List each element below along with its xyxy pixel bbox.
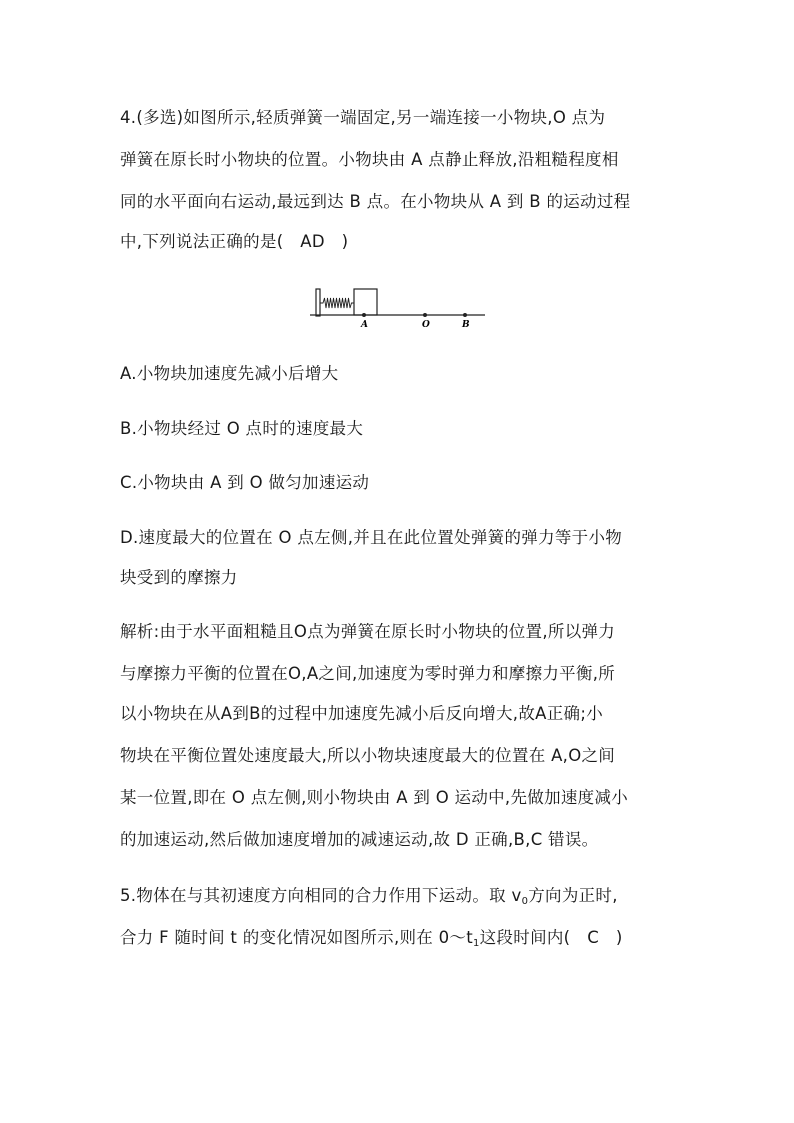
- label-b: B: [462, 320, 470, 330]
- label-o: O: [422, 320, 430, 330]
- spring-block-diagram: [308, 283, 488, 331]
- q4-analysis-line-2: 与摩擦力平衡的位置在O,A之间,加速度为零时弹力和摩擦力平衡,所: [120, 664, 616, 683]
- spring-block-figure: [308, 283, 488, 331]
- q5-line2-text: 合力 F 随时间 t 的变化情况如图所示,则在 0～t: [120, 928, 473, 947]
- wall: [316, 289, 320, 316]
- q4-stem-line-2: 弹簧在原长时小物块的位置。小物块由 A 点静止释放,沿粗糙程度相: [120, 150, 619, 169]
- point-a: [362, 313, 366, 317]
- q4-stem-line-1: 4.(多选)如图所示,轻质弹簧一端固定,另一端连接一小物块,O 点为: [120, 108, 606, 127]
- spring: [320, 298, 354, 308]
- q4-analysis-line-1: 解析:由于水平面粗糙且O点为弹簧在原长时小物块的位置,所以弹力: [120, 622, 616, 641]
- q5-line1-text: 5.物体在与其初速度方向相同的合力作用下运动。取 v: [120, 886, 522, 905]
- q5-line1-text-end: 方向为正时,: [528, 886, 618, 905]
- point-b: [463, 313, 467, 317]
- q4-option-d-line-1: D.速度最大的位置在 O 点左侧,并且在此位置处弹簧的弹力等于小物: [120, 528, 623, 547]
- q4-stem-line-4: 中,下列说法正确的是( AD ): [120, 232, 349, 251]
- q4-analysis-line-5: 某一位置,即在 O 点左侧,则小物块由 A 到 O 运动中,先做加速度减小: [120, 788, 629, 807]
- q5-line2-subscript: 1: [473, 938, 480, 949]
- q4-analysis-line-6: 的加速运动,然后做加速度增加的减速运动,故 D 正确,B,C 错误。: [120, 830, 599, 849]
- point-o: [423, 313, 427, 317]
- q5-stem-line-1: [120, 884, 690, 908]
- q4-analysis-line-3: 以小物块在从A到B的过程中加速度先减小后反向增大,故A正确;小: [120, 704, 603, 723]
- q5-line1-subscript: 0: [521, 896, 529, 907]
- q4-option-c: C.小物块由 A 到 O 做匀加速运动: [120, 473, 370, 492]
- q4-option-a: A.小物块加速度先减小后增大: [120, 364, 339, 383]
- q4-option-b: B.小物块经过 O 点时的速度最大: [120, 419, 364, 438]
- q4-option-d-line-2: 块受到的摩擦力: [120, 568, 238, 587]
- q4-analysis-line-4: 物块在平衡位置处速度最大,所以小物块速度最大的位置在 A,O之间: [120, 746, 616, 765]
- q5-stem-line-2: [120, 926, 690, 950]
- block: [354, 289, 377, 315]
- q4-stem-line-3: 同的水平面向右运动,最远到达 B 点。在小物块从 A 到 B 的运动过程: [120, 192, 631, 211]
- label-a: A: [361, 320, 368, 330]
- q5-line2-text-end: 这段时间内( C ): [479, 928, 623, 947]
